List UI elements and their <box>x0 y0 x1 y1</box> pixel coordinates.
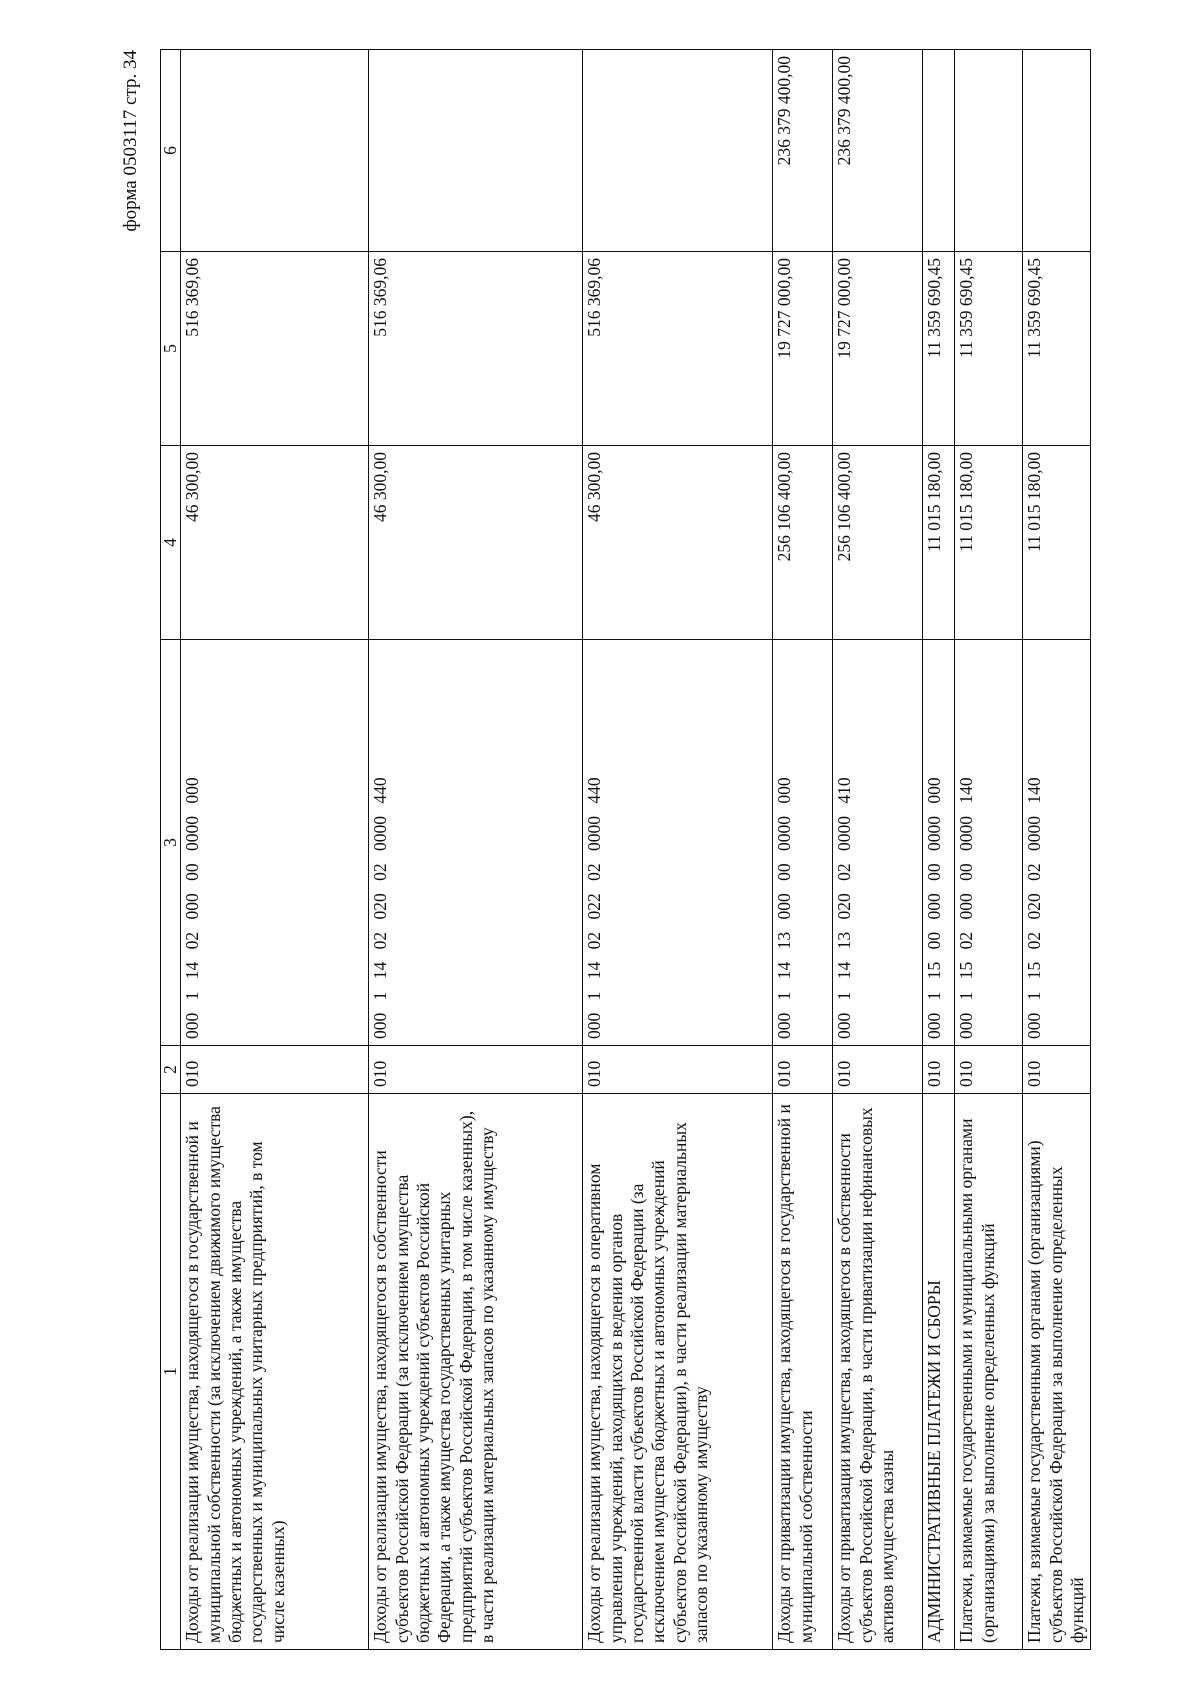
line-code: 010 <box>1023 1046 1091 1094</box>
table-row <box>773 50 833 1650</box>
column-number-row <box>161 50 181 1650</box>
executed-value: 11 359 690,45 <box>1023 252 1091 446</box>
indicator-name: Платежи, взимаемые государственными и муниципальными органами (организациями) за выполнение определенных функций <box>955 1094 1023 1650</box>
table-row <box>955 50 1023 1650</box>
form-caption: форма 0503117 стр. 34 <box>120 50 141 232</box>
unexecuted-value <box>1023 50 1091 252</box>
revenue-classification-code: 000 1 14 13 000 00 0000 000 <box>773 640 833 1046</box>
unexecuted-value <box>181 50 369 252</box>
revenue-table <box>160 49 1091 1650</box>
column-number-1: 1 <box>161 1094 181 1650</box>
column-number-3: 3 <box>161 640 181 1046</box>
unexecuted-value <box>369 50 583 252</box>
executed-value: 11 359 690,45 <box>955 252 1023 446</box>
revenue-classification-code: 000 1 14 02 020 02 0000 440 <box>369 640 583 1046</box>
revenue-classification-code: 000 1 14 02 022 02 0000 440 <box>583 640 773 1046</box>
indicator-name: Доходы от реализации имущества, находящегося в оперативном управлении учреждений, находящихся в ведении органов государственной власти субъектов Российской Федерации (за исключением имущества бюджетных и автономных учреждений субъектов Российской Федерации), в части реализации материальных запасов по указанному имуществу <box>583 1094 773 1650</box>
revenue-classification-code: 000 1 15 02 020 02 0000 140 <box>1023 640 1091 1046</box>
table-row <box>1023 50 1091 1650</box>
approved-budget-value: 256 106 400,00 <box>773 446 833 640</box>
approved-budget-value: 46 300,00 <box>583 446 773 640</box>
unexecuted-value <box>923 50 955 252</box>
executed-value: 19 727 000,00 <box>833 252 923 446</box>
approved-budget-value: 11 015 180,00 <box>1023 446 1091 640</box>
unexecuted-value <box>955 50 1023 252</box>
indicator-name: Доходы от приватизации имущества, находящегося в собственности субъектов Российской Федерации, в части приватизации нефинансовых активов имущества казны <box>833 1094 923 1650</box>
revenue-classification-code: 000 1 15 02 000 00 0000 140 <box>955 640 1023 1046</box>
column-number-5: 5 <box>161 252 181 446</box>
line-code: 010 <box>833 1046 923 1094</box>
revenue-classification-code: 000 1 15 00 000 00 0000 000 <box>923 640 955 1046</box>
table-row <box>181 50 369 1650</box>
table-body <box>181 50 1091 1650</box>
line-code: 010 <box>773 1046 833 1094</box>
table-row <box>923 50 955 1650</box>
unexecuted-value: 236 379 400,00 <box>773 50 833 252</box>
line-code: 010 <box>181 1046 369 1094</box>
executed-value: 516 369,06 <box>181 252 369 446</box>
table-row <box>583 50 773 1650</box>
line-code: 010 <box>923 1046 955 1094</box>
revenue-classification-code: 000 1 14 02 000 00 0000 000 <box>181 640 369 1046</box>
executed-value: 516 369,06 <box>369 252 583 446</box>
approved-budget-value: 46 300,00 <box>181 446 369 640</box>
line-code: 010 <box>369 1046 583 1094</box>
indicator-name: Доходы от реализации имущества, находящегося в государственной и муниципальной собственности (за исключением движимого имущества бюджетных и автономных учреждений, а также имущества государственных и муниципальных унитарных предприятий, в том числе казенных) <box>181 1094 369 1650</box>
approved-budget-value: 11 015 180,00 <box>955 446 1023 640</box>
column-number-2: 2 <box>161 1046 181 1094</box>
indicator-name: АДМИНИСТРАТИВНЫЕ ПЛАТЕЖИ И СБОРЫ <box>923 1094 955 1650</box>
line-code: 010 <box>955 1046 1023 1094</box>
column-number-4: 4 <box>161 446 181 640</box>
indicator-name: Платежи, взимаемые государственными органами (организациями) субъектов Российской Федерации за выполнение определенных функций <box>1023 1094 1091 1650</box>
table-row <box>833 50 923 1650</box>
approved-budget-value: 11 015 180,00 <box>923 446 955 640</box>
unexecuted-value <box>583 50 773 252</box>
indicator-name: Доходы от приватизации имущества, находящегося в государственной и муниципальной собственности <box>773 1094 833 1650</box>
report-page <box>120 50 1087 1650</box>
table-row <box>369 50 583 1650</box>
unexecuted-value: 236 379 400,00 <box>833 50 923 252</box>
indicator-name: Доходы от реализации имущества, находящегося в собственности субъектов Российской Федерации (за исключением имущества бюджетных и автономных учреждений субъектов Российской Федерации, а также имущества государственных унитарных предприятий субъектов Российской Федерации, в том числе казенных), в части реализации материальных запасов по указанному имуществу <box>369 1094 583 1650</box>
approved-budget-value: 256 106 400,00 <box>833 446 923 640</box>
executed-value: 11 359 690,45 <box>923 252 955 446</box>
approved-budget-value: 46 300,00 <box>369 446 583 640</box>
line-code: 010 <box>583 1046 773 1094</box>
column-number-6: 6 <box>161 50 181 252</box>
executed-value: 516 369,06 <box>583 252 773 446</box>
revenue-classification-code: 000 1 14 13 020 02 0000 410 <box>833 640 923 1046</box>
executed-value: 19 727 000,00 <box>773 252 833 446</box>
